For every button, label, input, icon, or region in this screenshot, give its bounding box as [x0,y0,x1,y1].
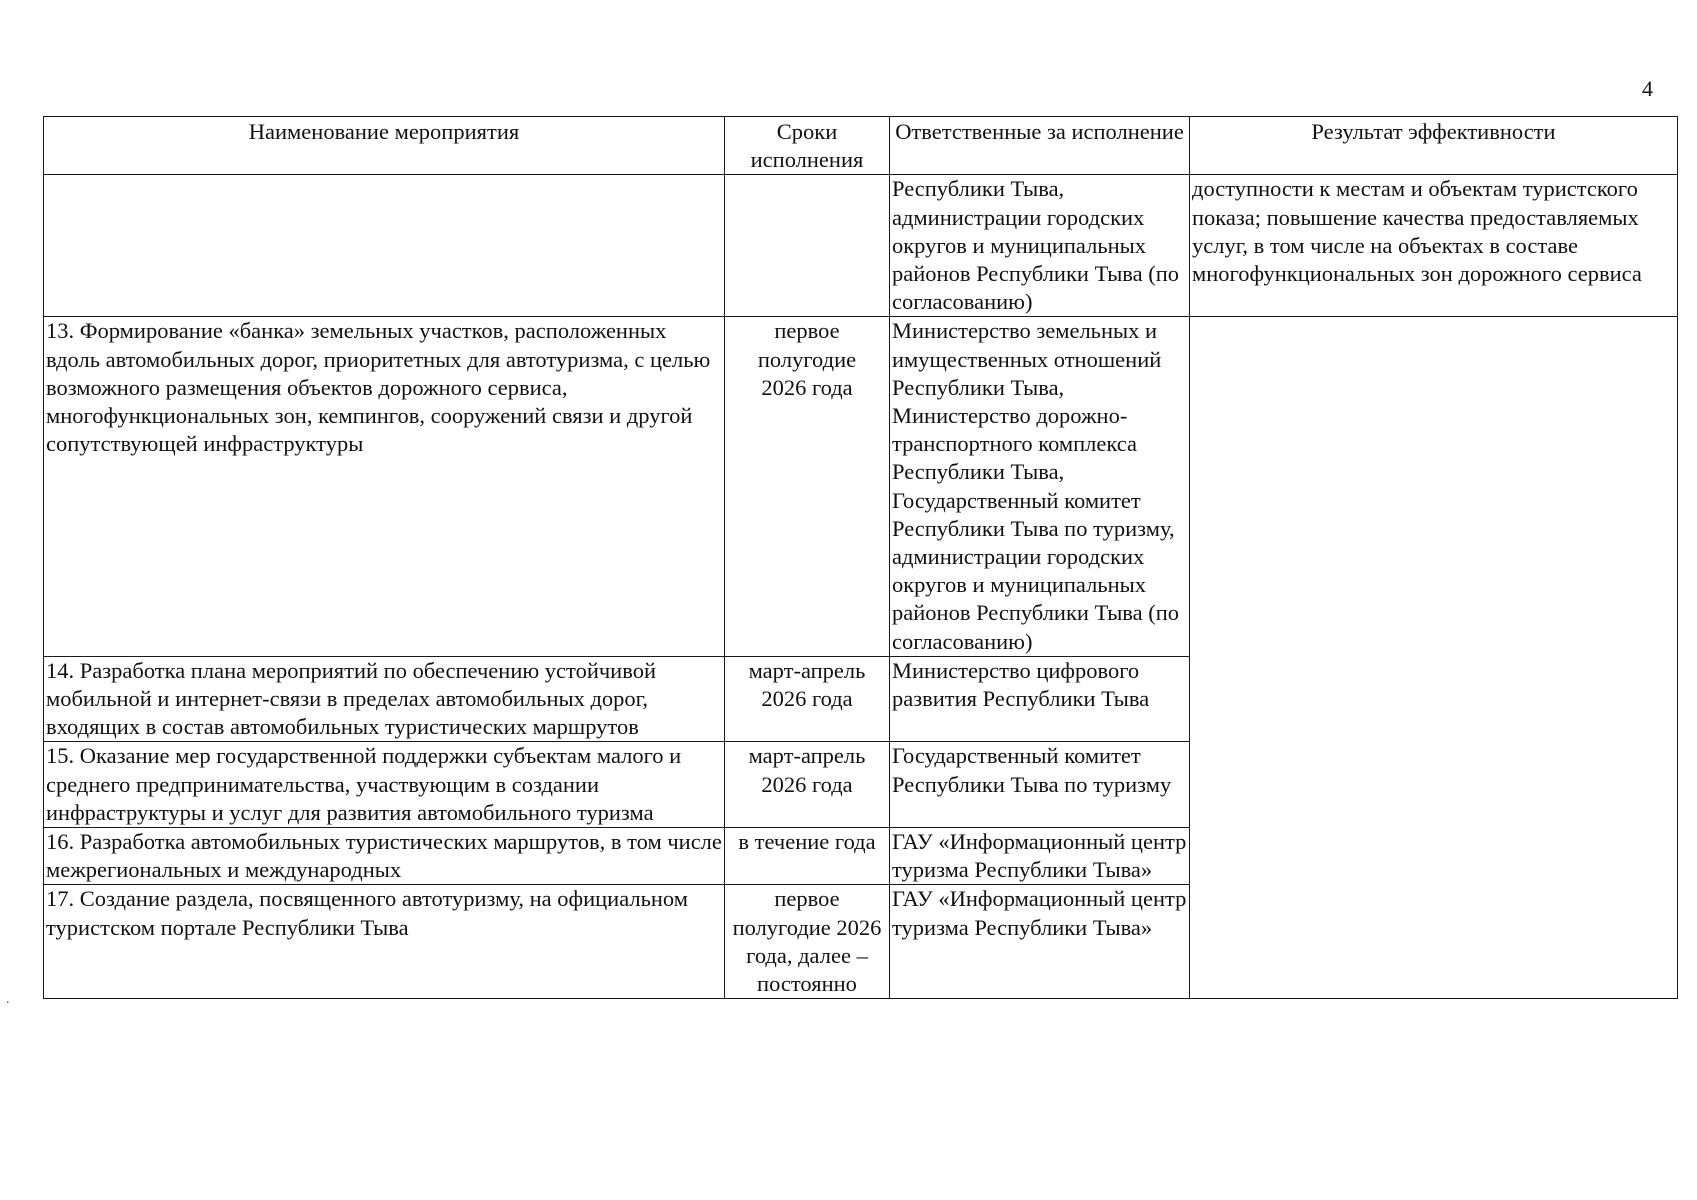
measures-table [43,116,1678,999]
table-row-continuation [44,175,1678,317]
continuation-result-cell: доступности к местам и объектам туристского показа; повышение качества предоставляемых услуг, в том числе на объектах в составе многофункциональных зон дорожного сервиса [1190,175,1678,317]
row-16-name-cell: 16. Разработка автомобильных туристических маршрутов, в том числе межрегиональных и международных [44,828,725,885]
table-header-row [44,117,1678,175]
row-13-name-cell: 13. Формирование «банка» земельных участков, расположенных вдоль автомобильных дорог, приоритетных для автотуризма, с целью возможного размещения объектов дорожного сервиса, многофункциональных зон, кемпингов, сооружений связи и другой сопутствующей инфраструктуры [44,317,725,656]
row-15-responsible-cell: Государственный комитет Республики Тыва по туризму [890,742,1190,828]
row-13-responsible-cell: Министерство земельных и имущественных отношений Республики Тыва, Министерство дорожно-транспортного комплекса Республики Тыва, Государственный комитет Республики Тыва по туризму, администрации городских округов и муниципальных районов Республики Тыва (по согласованию) [890,317,1190,656]
page-number: 4 [1642,76,1653,101]
merged-result-cell [1190,317,1678,999]
header-term: Сроки исполнения [725,117,890,175]
continuation-name-cell [44,175,725,317]
continuation-responsible-cell: Республики Тыва, администрации городских округов и муниципальных районов Республики Тыва (по согласованию) [890,175,1190,317]
stray-mark: . [6,992,10,1007]
continuation-term-cell [725,175,890,317]
row-15-name-cell: 15. Оказание мер государственной поддержки субъектам малого и среднего предпринимательства, участвующим в создании инфраструктуры и услуг для развития автомобильного туризма [44,742,725,828]
row-17-responsible-cell: ГАУ «Информационный центр туризма Республики Тыва» [890,885,1190,999]
table-row-13 [44,317,1678,656]
row-17-term-cell: первое полугодие 2026 года, далее – постоянно [725,885,890,999]
row-16-responsible-cell: ГАУ «Информационный центр туризма Республики Тыва» [890,828,1190,885]
header-name: Наименование мероприятия [44,117,725,175]
row-17-name-cell: 17. Создание раздела, посвященного автотуризму, на официальном туристском портале Республики Тыва [44,885,725,999]
row-15-term-cell: март-апрель 2026 года [725,742,890,828]
row-16-term-cell: в течение года [725,828,890,885]
row-14-responsible-cell: Министерство цифрового развития Республики Тыва [890,656,1190,742]
header-result: Результат эффективности [1190,117,1678,175]
row-14-name-cell: 14. Разработка плана мероприятий по обеспечению устойчивой мобильной и интернет-связи в пределах автомобильных дорог, входящих в состав автомобильных туристических маршрутов [44,656,725,742]
row-13-term-cell: первое полугодие 2026 года [725,317,890,656]
row-14-term-cell: март-апрель 2026 года [725,656,890,742]
header-responsible: Ответственные за исполнение [890,117,1190,175]
